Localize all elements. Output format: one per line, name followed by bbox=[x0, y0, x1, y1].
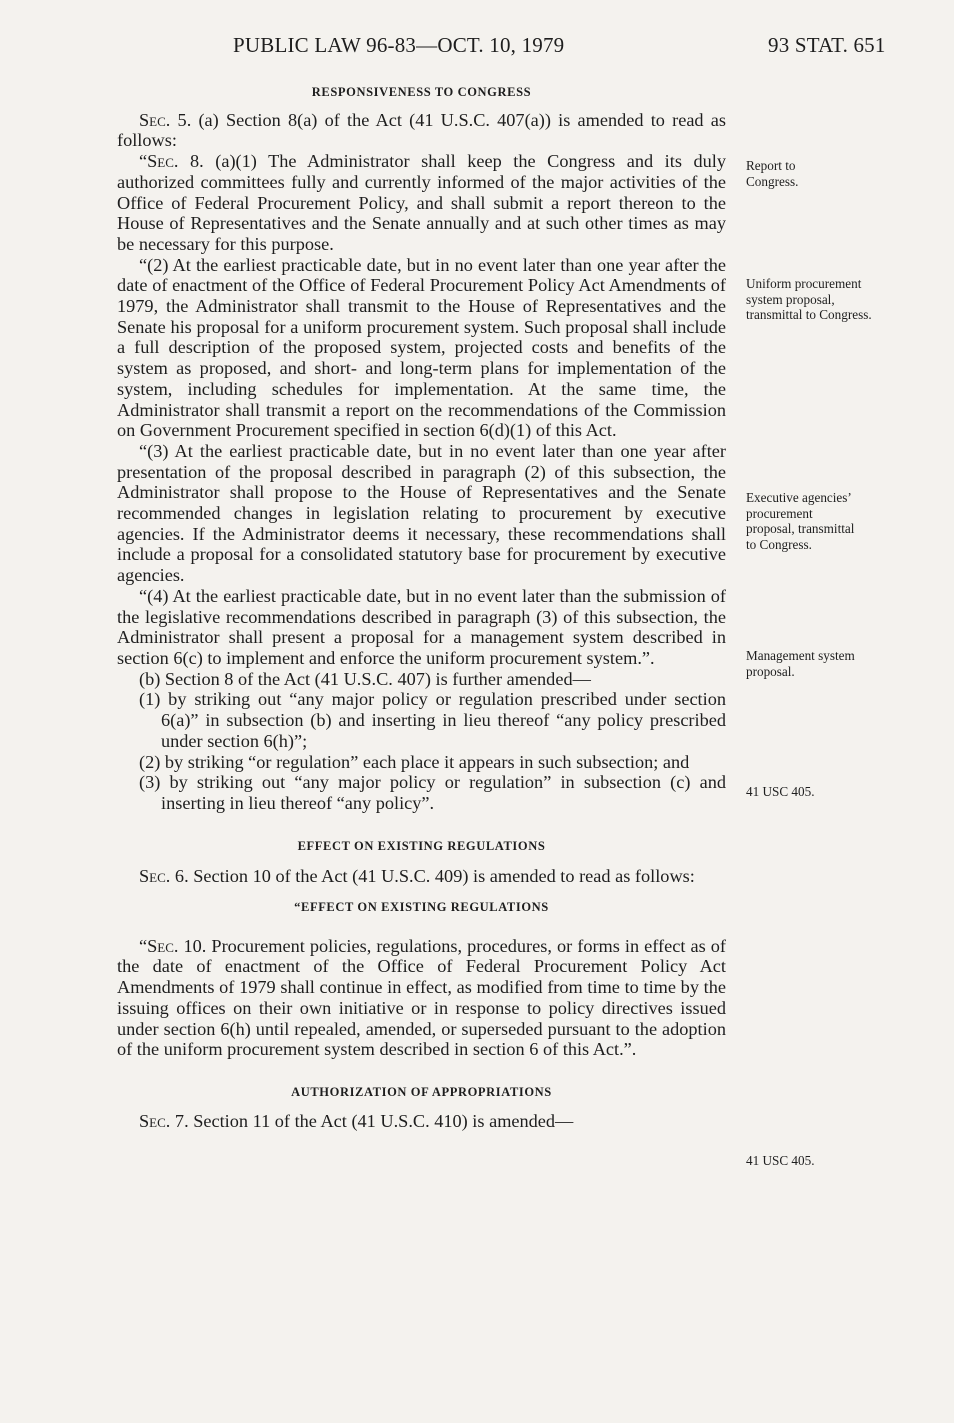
list-item: (3) by striking out “any major policy or regulation” in subsection (c) and inserting in lieu thereof “any policy”. bbox=[139, 772, 726, 813]
list-item: (2) by striking “or regulation” each place it appears in such subsection; and bbox=[139, 751, 690, 772]
page-number: 93 STAT. 651 bbox=[768, 33, 886, 57]
section-heading: RESPONSIVENESS TO CONGRESS bbox=[311, 85, 532, 99]
margin-note: 41 USC 405. bbox=[746, 1153, 815, 1168]
section-paragraph: Sec. 5. (a) Section 8(a) of the Act (41 U.S.C. 407(a)) is amended to read as follows: bbox=[117, 109, 726, 151]
paragraph: “(2) At the earliest practicable date, but in no event later than one year after the date of enactment of the Office of Federal Procurement Policy Act Amendments of 1979, the Administrator shall transmit to the House of Representatives and the Senate his proposal for a uniform procurement system. Such proposal shall include a full description of the proposed system, projected costs and benefits of the system as proposed, and short- and long-term plans for implementation of the system, including schedules for implementation. At the same time, the Administrator shall transmit a report on the recommendations of the Commission on Government Procurement specified in section 6(d)(1) of this Act. bbox=[117, 254, 726, 441]
list-item: (1) by striking out “any major policy or regulation prescribed under section 6(a)” in subsection (b) and inserting in lieu thereof “any policy prescribed under section 6(h)”; bbox=[139, 689, 726, 751]
section-paragraph: Sec. 6. Section 10 of the Act (41 U.S.C. 409) is amended to read as follows: bbox=[139, 866, 695, 887]
paragraph: “(3) At the earliest practicable date, but in no event later than one year after presentation of the proposal described in paragraph (2) of this subsection, the Administrator shall propose to the House of Representatives and the Senate recommended changes in legislation relating to procurement by executive agencies. If the Administrator deems it necessary, these recommendations shall include a proposal for a consolidated statutory base for procurement by executive agencies. bbox=[117, 440, 726, 586]
statute-text bbox=[117, 82, 726, 1131]
paragraph: (b) Section 8 of the Act (41 U.S.C. 407) is further amended— bbox=[139, 668, 591, 689]
paragraph: “(4) At the earliest practicable date, but in no event later than the submission of the legislative recommendations described in paragraph (3) of this subsection, the Administrator shall present a proposal for a management system described in section 6(c) to implement and enforce the uniform procurement system.”. bbox=[117, 585, 726, 668]
section-paragraph: “Sec. 10. Procurement policies, regulations, procedures, or forms in effect as of the date of enactment of the Office of Federal Procurement Policy Act Amendments of 1979 shall continue in effect, as modified from time to time by the issuing offices on their own initiative or in response to policy directives issued under section 6(h) until repealed, amended, or superseded pursuant to the adoption of the uniform procurement system described in section 6 of this Act.”. bbox=[117, 935, 726, 1060]
section-heading: EFFECT ON EXISTING REGULATIONS bbox=[297, 838, 546, 853]
section-heading: AUTHORIZATION OF APPROPRIATIONS bbox=[291, 1084, 552, 1099]
section-paragraph: “Sec. 8. (a)(1) The Administrator shall keep the Congress and its duly authorized committees fully and currently informed of the major activities of the Office of Federal Procurement Policy, and shall submit a report thereon to the House of Representatives and the Senate annually and at such other times as may be necessary for this purpose. bbox=[117, 151, 726, 254]
running-header-title: PUBLIC LAW 96-83—OCT. 10, 1979 bbox=[233, 33, 565, 57]
margin-note: Uniform procurement system proposal, transmittal to Congress. bbox=[746, 276, 872, 322]
margin-note: Report to Congress. bbox=[746, 158, 799, 189]
margin-note: Executive agencies’ procurement proposal, transmittal to Congress. bbox=[746, 490, 855, 552]
section-heading: “EFFECT ON EXISTING REGULATIONS bbox=[294, 900, 549, 915]
margin-note: Management system proposal. bbox=[746, 648, 855, 679]
margin-note: 41 USC 405. bbox=[746, 784, 815, 799]
section-paragraph: Sec. 7. Section 11 of the Act (41 U.S.C. 410) is amended— bbox=[139, 1110, 574, 1131]
